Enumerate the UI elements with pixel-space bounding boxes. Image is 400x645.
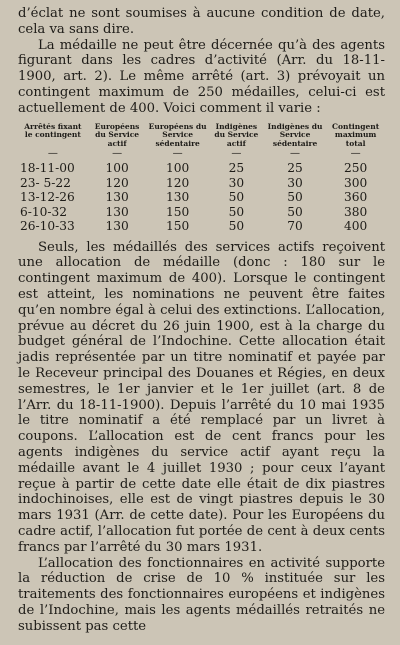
col-header-europeens-sedentaire: Européens du Service sédentaire	[148, 121, 207, 148]
table-row: 23- 5-22 120 120 30 30 300	[20, 175, 368, 190]
contingent-table	[18, 123, 385, 234]
paragraph-allocation: Seuls, les médaillés des services actifs reçoivent une allocation de médaille (donc : 180 sur le contingent maximum de 400). Lorsque le contingent est atteint, les nominations ne peuvent être faites qu’en nombre égal à celui des extinctions. L’allocation, prévue au décret du 26 juin 1900, est à la charge du budget général de l’Indochine. Cette allocation était jadis représentée par un titre nominatif et payée par le Receveur principal des Douanes et Régies, en deux semestres, le 1er janvier et le 1er juillet (art. 8 de l’Arr. du 18-11-1900). Depuis l’arrêté du 10 mai 1935 le titre nominatif a été remplacé par un livret à coupons. L’allocation est de cent francs pour les agents indigènes du service actif ayant reçu la médaille avant le 4 juillet 1930 ; pour ceux l’ayant reçue à partir de cette date elle était de dix piastres indochinoises, elle est de vingt piastres depuis le 30 mars 1931 (Arr. de cette date). Pour les Européens du cadre actif, l’allocation fut portée de cent à deux cents francs par l’arrêté du 30 mars 1931.	[18, 239, 385, 555]
col-header-indigenes-sedentaire: Indigènes du Service sédentaire	[267, 121, 323, 148]
table-row: 26-10-33 130 150 50 70 400	[20, 219, 368, 234]
table-row: 18-11-00 100 100 25 25 250	[20, 161, 368, 176]
col-header-arretes: Arrêtés fixant le contingent	[24, 121, 82, 140]
table-header-row	[18, 123, 385, 151]
paragraph-contingent-intro: La médaille ne peut être décernée qu’à des agents figurant dans les cadres d’activité (Arr. du 18-11-1900, art. 2). Le même arrêté (art. 3) prévoyait un contingent maximum de 250 médailles, celui-ci est actuellement de 400. Voici comment il varie :	[18, 37, 385, 116]
col-header-indigenes-actif: Indigènes du Service actif	[214, 121, 259, 148]
table-row: 13-12-26 130 130 50 50 360	[20, 190, 368, 205]
col-header-contingent-total: Contingent maximum total	[332, 121, 380, 148]
table-header-rule: — — — — — —	[47, 148, 361, 160]
paragraph-reduction: L’allocation des fonctionnaires en activité supporte la réduction de crise de 10 % instituée sur les traitements des fonctionnaires européens et indigènes de l’Indochine, mais les agents médaillés retraités ne subissent pas cette	[18, 555, 385, 634]
col-header-europeens-actif: Européens du Service actif	[94, 121, 140, 148]
table-row: 6-10-32 130 150 50 50 380	[20, 204, 368, 219]
paragraph-continuation: d’éclat ne sont soumises à aucune condition de date, cela va sans dire.	[18, 6, 385, 37]
